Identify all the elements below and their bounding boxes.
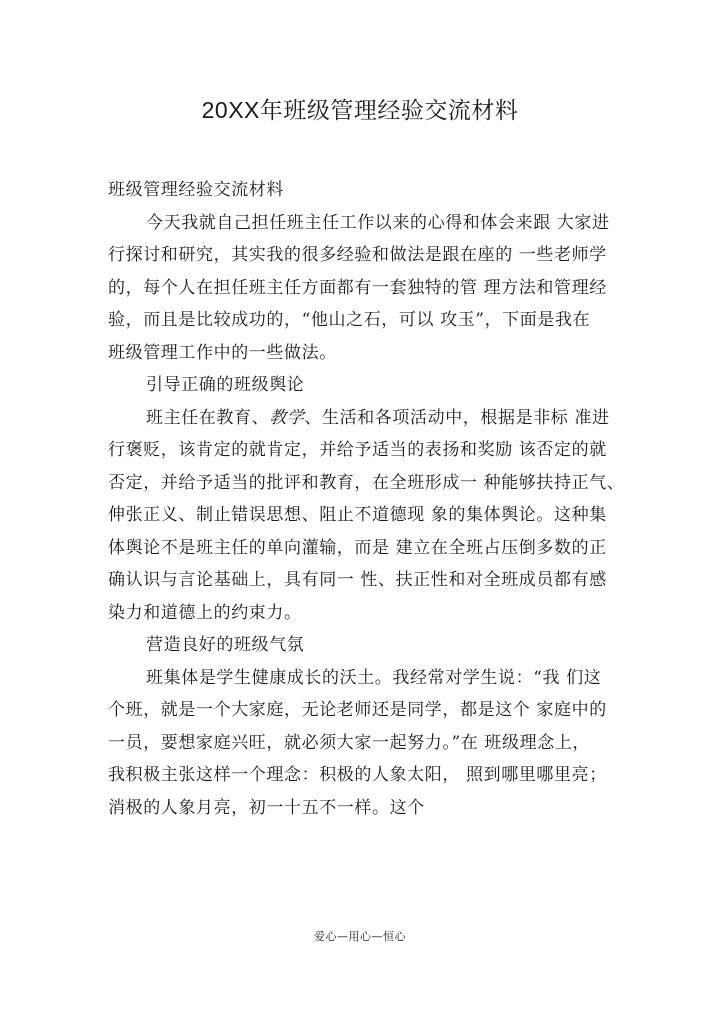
paragraph-opinion	[108, 402, 625, 630]
section-heading-text: 引导正确的班级舆论	[146, 375, 305, 395]
subtitle	[108, 174, 614, 207]
paragraph-line: 班集体是学生健康成长的沃土。我经常对学生说：“我 们这	[146, 667, 602, 688]
page-footer: 爱心—用心—恒心	[314, 930, 406, 943]
section-heading	[108, 629, 614, 662]
paragraph-line: 的，每个人在担任班主任方面都有一套独特的管 理方法和管理经	[108, 277, 607, 298]
paragraph-line: 伸张正义、制止错误思想、阻止不道德现 象的集体舆论。这种集	[108, 505, 607, 525]
section-heading-text: 营造良好的班级气氛	[146, 635, 305, 655]
paragraph-line: 确认识与言论基础上，具有同一 性、扶正性和对全班成员都有感	[108, 570, 607, 590]
paragraph-line: 班级管理工作中的一些做法。	[108, 342, 337, 363]
text-segment: 、生活和各项活动中，根据是非标 准进	[304, 407, 610, 428]
paragraph-line: 一员，要想家庭兴旺，就必须大家一起努力。”在 班级理念上，	[108, 732, 590, 753]
paragraph-line: 我积极主张这样一个理念：积极的人象太阳， 照到哪里哪里亮；	[108, 765, 607, 785]
paragraph-intro	[108, 207, 614, 370]
section-heading	[108, 369, 614, 402]
paragraph-atmosphere	[108, 662, 614, 825]
paragraph-line: 否定，并给予适当的批评和教育，在全班形成一 种能够扶持正气、	[108, 472, 625, 493]
subtitle-text: 班级管理经验交流材料	[108, 180, 284, 200]
paragraph-line: 消极的人象月亮，初一十五不一样。这个	[108, 797, 425, 818]
document-title: 20XX年班级管理经验交流材料	[201, 97, 519, 123]
paragraph-line: 个班，就是一个大家庭，无论老师还是同学，都是这个 家庭中的	[108, 700, 607, 720]
paragraph-line: 体舆论不是班主任的单向灌输，而是 建立在全班占压倒多数的正	[108, 537, 607, 558]
italic-text-segment: 教学	[269, 407, 305, 428]
paragraph-line	[108, 402, 614, 435]
paragraph-line: 行探讨和研究，其实我的很多经验和做法是跟在座的 一些老师学	[108, 245, 607, 265]
paragraph-line: 染力和道德上的约束力。	[108, 602, 302, 623]
text-segment: 班主任在教育、	[146, 407, 270, 428]
paragraph-line: 验，而且是比较成功的，“他山之石，可以 攻玉”，下面是我在	[108, 310, 591, 330]
document-body	[108, 174, 625, 824]
paragraph-line: 行褒贬，该肯定的就肯定，并给予适当的表扬和奖励 该否定的就	[108, 440, 607, 460]
paragraph-line: 今天我就自己担任班主任工作以来的心得和体会来跟 大家进	[146, 212, 610, 233]
